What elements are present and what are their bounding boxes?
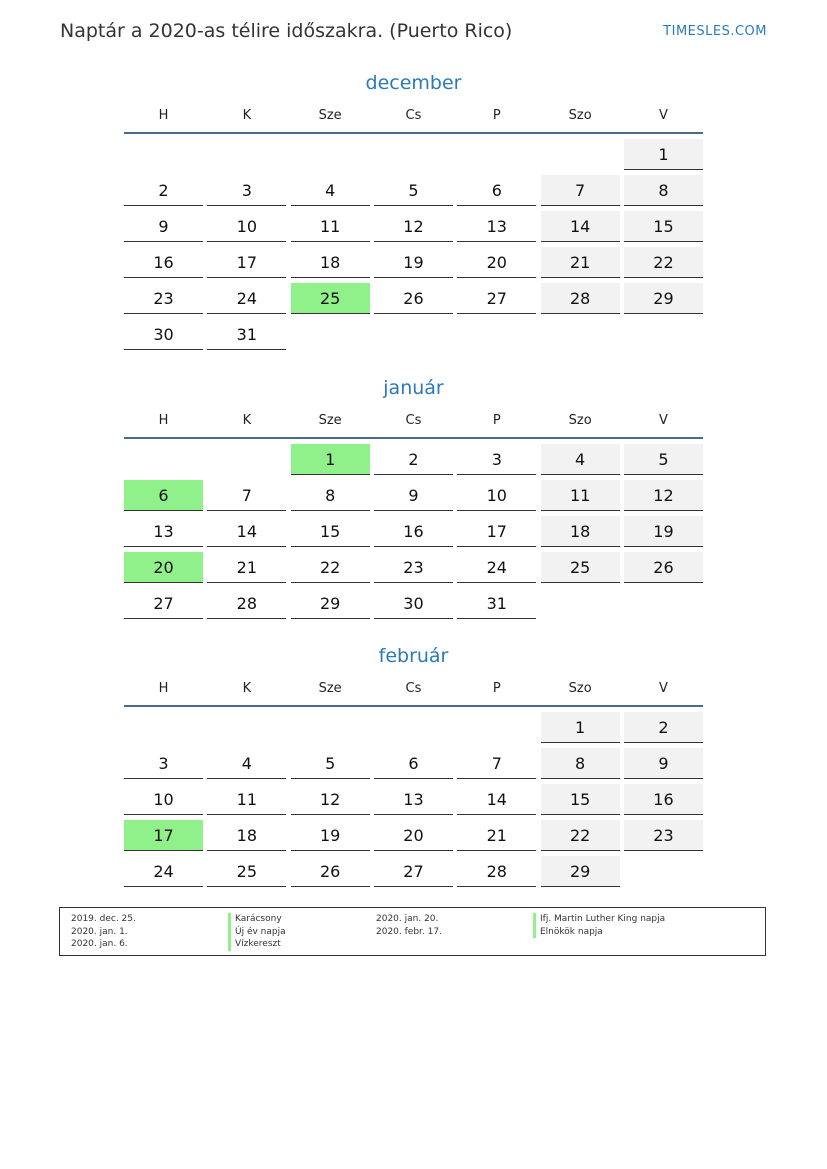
weekday-label: K (242, 681, 252, 696)
legend-holiday-name: Ifj. Martin Luther King napja (533, 913, 665, 926)
day-cell: 13 (124, 516, 203, 547)
legend-row (376, 913, 665, 926)
day-cell: 12 (624, 480, 703, 511)
day-cell: 7 (541, 175, 620, 206)
day-cell: 28 (541, 283, 620, 314)
day-cell: 29 (541, 856, 620, 887)
day-cell: 21 (207, 552, 286, 583)
empty-cell (124, 139, 203, 175)
legend-date: 2020. jan. 1. (71, 926, 128, 937)
weekday-label: P (492, 108, 501, 123)
day-cell: 5 (291, 748, 370, 779)
day-cell: 10 (457, 480, 536, 511)
day-cell: 9 (124, 211, 203, 242)
legend-row (71, 938, 286, 951)
day-cell: 11 (541, 480, 620, 511)
weekday-label: Sze (318, 108, 342, 123)
day-cell: 22 (291, 552, 370, 583)
weekday-label: V (659, 681, 668, 696)
legend-row (71, 926, 286, 939)
day-cell: 20 (374, 820, 453, 851)
month-title: december (365, 72, 462, 94)
legend-row (71, 913, 286, 926)
day-cell: 10 (207, 211, 286, 242)
day-cell: 15 (624, 211, 703, 242)
weekday-label: Sze (318, 413, 342, 428)
legend-date: 2020. febr. 17. (376, 926, 442, 937)
empty-cell (207, 139, 286, 175)
legend-column-right (376, 913, 665, 938)
day-cell: 12 (374, 211, 453, 242)
days-grid (124, 444, 703, 624)
day-cell: 13 (457, 211, 536, 242)
day-cell: 23 (374, 552, 453, 583)
legend-holiday-name: Karácsony (228, 913, 282, 926)
legend-column-left (71, 913, 286, 951)
weekday-label: H (158, 108, 169, 123)
day-cell: 25 (291, 283, 370, 314)
day-cell: 14 (541, 211, 620, 242)
day-cell: 17 (457, 516, 536, 547)
day-cell: 14 (207, 516, 286, 547)
day-cell: 24 (457, 552, 536, 583)
day-cell: 4 (291, 175, 370, 206)
day-cell: 28 (457, 856, 536, 887)
weekday-label: Sze (318, 681, 342, 696)
day-cell: 24 (124, 856, 203, 887)
weekday-label: V (659, 413, 668, 428)
day-cell: 20 (124, 552, 203, 583)
empty-cell (457, 139, 536, 175)
day-cell: 3 (124, 748, 203, 779)
empty-cell (541, 139, 620, 175)
weekday-label: P (492, 681, 501, 696)
brand-logo[interactable]: TIMESLES.COM (663, 24, 767, 39)
day-cell: 16 (374, 516, 453, 547)
day-cell: 26 (291, 856, 370, 887)
empty-cell (124, 712, 203, 748)
weekday-label: Cs (405, 108, 422, 123)
weekday-label: K (242, 108, 252, 123)
weekday-header (124, 671, 703, 707)
day-cell: 29 (291, 588, 370, 619)
day-cell: 27 (374, 856, 453, 887)
legend-row (376, 926, 665, 939)
weekday-label: Cs (405, 681, 422, 696)
empty-cell (207, 712, 286, 748)
day-cell: 18 (541, 516, 620, 547)
day-cell: 27 (124, 588, 203, 619)
page-title: Naptár a 2020-as télire időszakra. (Puerto Rico) (60, 20, 513, 42)
weekday-label: Szo (568, 108, 592, 123)
day-cell: 30 (124, 319, 203, 350)
weekday-header (124, 403, 703, 439)
day-cell: 14 (457, 784, 536, 815)
legend-date: 2020. jan. 6. (71, 939, 128, 949)
legend-holiday-name: Vízkereszt (228, 938, 281, 951)
legend-holiday-name: Elnökök napja (533, 926, 603, 939)
empty-cell (124, 444, 203, 480)
day-cell: 10 (124, 784, 203, 815)
day-cell: 25 (541, 552, 620, 583)
day-cell: 3 (207, 175, 286, 206)
days-grid (124, 712, 703, 892)
day-cell: 31 (207, 319, 286, 350)
day-cell: 20 (457, 247, 536, 278)
day-cell: 2 (624, 712, 703, 743)
day-cell: 1 (291, 444, 370, 475)
day-cell: 5 (624, 444, 703, 475)
weekday-label: K (242, 413, 252, 428)
day-cell: 1 (624, 139, 703, 170)
day-cell: 7 (457, 748, 536, 779)
day-cell: 22 (541, 820, 620, 851)
weekday-label: H (158, 681, 169, 696)
month-february (124, 641, 703, 892)
weekday-header (124, 98, 703, 134)
weekday-label: Cs (405, 413, 422, 428)
legend-date: 2020. jan. 20. (376, 914, 439, 924)
day-cell: 19 (291, 820, 370, 851)
day-cell: 27 (457, 283, 536, 314)
day-cell: 16 (124, 247, 203, 278)
day-cell: 7 (207, 480, 286, 511)
day-cell: 9 (624, 748, 703, 779)
day-cell: 26 (624, 552, 703, 583)
empty-cell (291, 712, 370, 748)
legend-date: 2019. dec. 25. (71, 914, 136, 924)
day-cell: 2 (374, 444, 453, 475)
day-cell: 12 (291, 784, 370, 815)
day-cell: 1 (541, 712, 620, 743)
day-cell: 19 (624, 516, 703, 547)
weekday-label: Szo (568, 413, 592, 428)
day-cell: 8 (624, 175, 703, 206)
day-cell: 30 (374, 588, 453, 619)
day-cell: 2 (124, 175, 203, 206)
weekday-label: P (492, 413, 501, 428)
day-cell: 11 (207, 784, 286, 815)
day-cell: 21 (457, 820, 536, 851)
day-cell: 19 (374, 247, 453, 278)
holiday-legend (59, 907, 766, 956)
days-grid (124, 139, 703, 355)
day-cell: 23 (124, 283, 203, 314)
month-december (124, 68, 703, 355)
day-cell: 22 (624, 247, 703, 278)
month-title: január (383, 377, 444, 399)
day-cell: 11 (291, 211, 370, 242)
day-cell: 13 (374, 784, 453, 815)
day-cell: 15 (541, 784, 620, 815)
day-cell: 24 (207, 283, 286, 314)
day-cell: 18 (291, 247, 370, 278)
day-cell: 21 (541, 247, 620, 278)
day-cell: 4 (207, 748, 286, 779)
day-cell: 29 (624, 283, 703, 314)
month-january (124, 373, 703, 624)
day-cell: 4 (541, 444, 620, 475)
day-cell: 5 (374, 175, 453, 206)
day-cell: 18 (207, 820, 286, 851)
day-cell: 17 (124, 820, 203, 851)
empty-cell (457, 712, 536, 748)
day-cell: 23 (624, 820, 703, 851)
day-cell: 25 (207, 856, 286, 887)
weekday-label: H (158, 413, 169, 428)
day-cell: 8 (541, 748, 620, 779)
day-cell: 9 (374, 480, 453, 511)
empty-cell (291, 139, 370, 175)
day-cell: 15 (291, 516, 370, 547)
day-cell: 6 (374, 748, 453, 779)
month-title: február (378, 645, 449, 667)
day-cell: 3 (457, 444, 536, 475)
day-cell: 6 (457, 175, 536, 206)
day-cell: 16 (624, 784, 703, 815)
empty-cell (374, 139, 453, 175)
day-cell: 28 (207, 588, 286, 619)
weekday-label: V (659, 108, 668, 123)
weekday-label: Szo (568, 681, 592, 696)
legend-holiday-name: Új év napja (228, 926, 286, 939)
empty-cell (374, 712, 453, 748)
day-cell: 17 (207, 247, 286, 278)
empty-cell (207, 444, 286, 480)
day-cell: 31 (457, 588, 536, 619)
day-cell: 26 (374, 283, 453, 314)
day-cell: 8 (291, 480, 370, 511)
day-cell: 6 (124, 480, 203, 511)
